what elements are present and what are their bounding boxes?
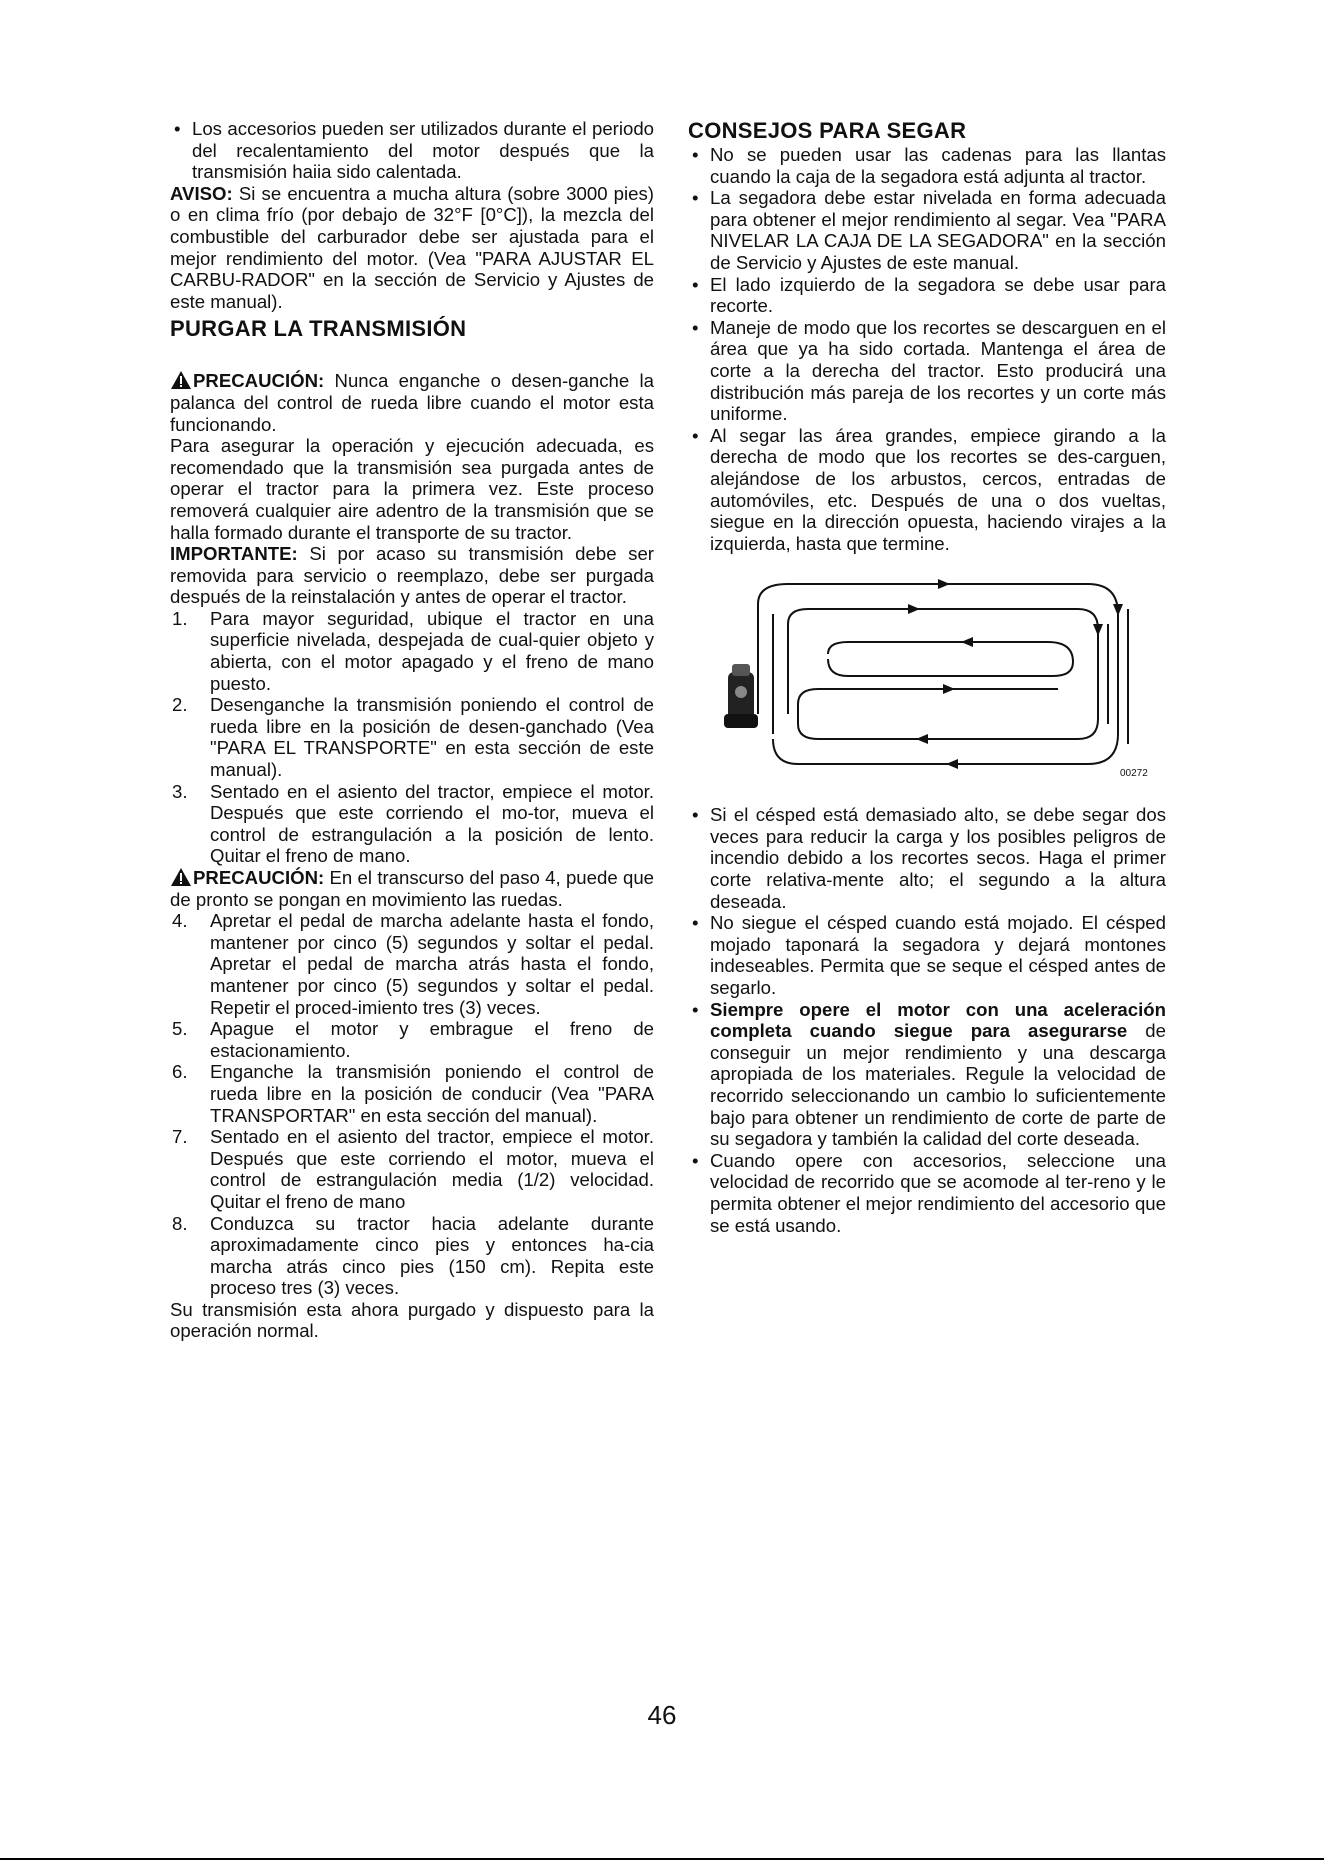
step-number: 3. xyxy=(172,780,188,802)
step-text: Enganche la transmisión poniendo el control de rueda libre en la posición de conducir (Vea "PARA TRANSPORTAR" en esta sección del manual). xyxy=(210,1061,654,1126)
precaucion-text: En el transcurso del paso 4, puede que de pronto se pongan en movimiento las ruedas. xyxy=(170,867,654,910)
list-item xyxy=(170,1018,654,1061)
list-item xyxy=(170,608,654,694)
tractor-icon xyxy=(724,664,758,728)
bold-emphasis: Siempre opere el motor con una aceleración completa cuando siegue para asegurarse xyxy=(710,998,1166,1042)
step-text: Para mayor seguridad, ubique el tractor en una superficie nivelada, despejada de cual-quier objeto y abierta, con el motor apagado y el freno de mano puesto. xyxy=(210,607,654,694)
list-item: • No se pueden usar las cadenas para las llantas cuando la caja de la segadora está adjunta al tractor. xyxy=(688,144,1166,187)
precaucion-paragraph-1 xyxy=(170,370,654,435)
step-number: 6. xyxy=(172,1061,188,1083)
para-asegurar-paragraph: Para asegurar la operación y ejecución adecuada, es recomendado que la transmisión sea purgada antes de operar el tractor para la primera vez. Este proceso removerá cualquier aire adentro de la transmisión que se halla formado durante el transporte de su tractor. xyxy=(170,435,654,543)
closing-paragraph: Su transmisión esta ahora purgado y dispuesto para la operación normal. xyxy=(170,1298,654,1342)
list-item: • El lado izquierdo de la segadora se debe usar para recorte. xyxy=(688,274,1166,317)
section-heading-purgar: PURGAR LA TRANSMISIÓN xyxy=(170,316,467,342)
step-text: Sentado en el asiento del tractor, empiece el motor. Después que este corriendo el motor, mueva el control de estrangulación media (1/2) velocidad. Quitar el freno de mano xyxy=(210,1126,654,1212)
precaucion-label: PRECAUCIÓN: xyxy=(193,867,325,888)
step-number: 8. xyxy=(172,1212,188,1234)
list-item xyxy=(170,910,654,1018)
aviso-paragraph xyxy=(170,183,654,313)
list-item: • Cuando opere con accesorios, seleccione una velocidad de recorrido que se acomode al ter-reno y le permita obtener el mejor rendimiento del accesorio que se está usando. xyxy=(688,1150,1166,1236)
step-number: 5. xyxy=(172,1018,188,1040)
left-column xyxy=(170,118,654,1342)
list-item xyxy=(170,1213,654,1299)
right-column xyxy=(688,118,1166,1236)
list-item xyxy=(170,1061,654,1126)
list-item: • Al segar las área grandes, empiece girando a la derecha de modo que los recortes se des-carguen, alejándose de los arbustos, cercos, entradas de automóviles, etc. Después de una o dos vueltas, siegue en la dirección opuesta, haciendo virajes a la izquierda, hasta que termine. xyxy=(688,425,1166,555)
warning-icon xyxy=(170,867,192,887)
steps-list-a xyxy=(170,608,654,867)
list-item: • La segadora debe estar nivelada en forma adecuada para obtener el mejor rendimiento al segar. Vea "PARA NIVELAR LA CAJA DE LA SEGADORA" en la sección de Servicio y Ajustes de este manual. xyxy=(688,187,1166,273)
mowing-pattern-diagram xyxy=(688,564,1166,794)
list-item xyxy=(170,694,654,780)
step-number: 7. xyxy=(172,1126,188,1148)
page-number: 46 xyxy=(647,1700,677,1730)
precaucion-paragraph-2 xyxy=(170,867,654,910)
precaucion-text: Nunca enganche o desen-ganche la palanca del control de rueda libre cuando el motor esta funcionando. xyxy=(170,370,654,435)
diagram-code: 00272 xyxy=(1120,768,1148,780)
step-number: 1. xyxy=(172,607,188,629)
bold-bullet-rest: de conseguir un mejor rendimiento y una descarga apropiada de los materiales. Regule la velocidad de recorrido seleccionando un cambio lo suficientemente bajo para obtener un rendimiento de corte de parte de su segadora y también la calidad del corte deseada. xyxy=(710,1020,1166,1150)
step-text: Conduzca su tractor hacia adelante durante aproximadamente cinco pies y entonces ha-cia marcha atrás cinco pies (150 cm). Repita este proceso tres (3) veces. xyxy=(210,1212,654,1299)
step-text: Apague el motor y embrague el freno de estacionamiento. xyxy=(210,1018,654,1061)
step-text: Desenganche la transmisión poniendo el control de rueda libre en la posición de desen-ganchado (Vea "PARA EL TRANSPORTE" en esta sección de este manual). xyxy=(210,694,654,781)
aviso-label: AVISO: xyxy=(170,182,233,204)
importante-label: IMPORTANTE: xyxy=(170,543,298,565)
steps-list-b xyxy=(170,910,654,1299)
list-item: • Maneje de modo que los recortes se descarguen en el área que ya ha sido cortada. Mantenga el área de corte a la derecha del tractor. Esto producirá una distribución más pareja de los recortes y un corte más uniforme. xyxy=(688,317,1166,425)
list-item-bold xyxy=(688,999,1166,1150)
importante-text: Si por acaso su transmisión debe ser removida para servicio o reemplazo, debe ser purgada después de la reinstalación y antes de operar el tractor. xyxy=(170,543,654,608)
list-item xyxy=(170,1126,654,1212)
importante-paragraph xyxy=(170,543,654,608)
bottom-edge-line xyxy=(0,1858,1324,1860)
warning-icon xyxy=(170,370,192,390)
aviso-text: Si se encuentra a mucha altura (sobre 3000 pies) o en clima frío (por debajo de 32°F [0°C]), la mezcla del combustible del carburador debe ser ajustada para el mejor rendimiento del motor. (Vea "PARA AJUSTAR EL CARBU-RADOR" en la sección de Servicio y Ajustes de este manual). xyxy=(170,182,654,312)
step-text: Sentado en el asiento del tractor, empiece el motor. Después que este corriendo el mo-tor, mueva el control de estrangulación a la posición de lento. Quitar el freno de mano. xyxy=(210,780,654,867)
step-text: Apretar el pedal de marcha adelante hasta el fondo, mantener por cinco (5) segundos y soltar el pedal. Apretar el pedal de marcha atrás hasta el fondo, mantener por cinco (5) segundos y soltar el pedal. Repetir el proced-imiento tres (3) veces. xyxy=(210,910,654,1018)
mowing-pattern-svg xyxy=(688,564,1166,794)
list-item xyxy=(170,781,654,867)
intro-bullet: • Los accesorios pueden ser utilizados durante el periodo del recalentamiento del motor después que la transmisión haiia sido calentada. xyxy=(170,118,654,183)
list-item: • No siegue el césped cuando está mojado. El césped mojado taponará la segadora y dejará montones indeseables. Permita que se seque el césped antes de segarlo. xyxy=(688,912,1166,998)
section-heading-consejos: CONSEJOS PARA SEGAR xyxy=(688,118,967,143)
list-item: • Si el césped está demasiado alto, se debe segar dos veces para reducir la carga y los posibles peligros de incendio debido a los recortes secos. Haga el primer corte relativa-mente alto; el segundo a la altura deseada. xyxy=(688,804,1166,912)
precaucion-label: PRECAUCIÓN: xyxy=(193,370,325,392)
step-number: 2. xyxy=(172,694,188,716)
step-number: 4. xyxy=(172,910,188,932)
